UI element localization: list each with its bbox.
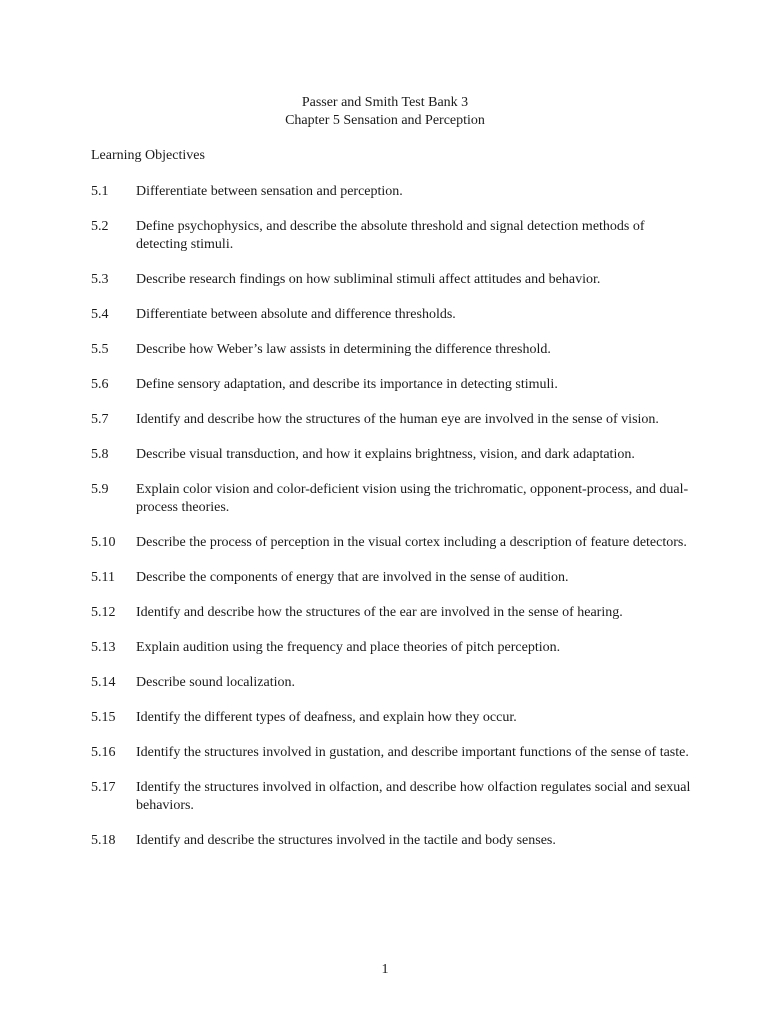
objective-text: Identify the structures involved in gustation, and describe important functions of the sense of taste. bbox=[136, 745, 689, 760]
objective-item bbox=[91, 446, 691, 464]
objective-number: 5.1 bbox=[91, 184, 109, 199]
header-chapter: Chapter 5 Sensation and Perception bbox=[285, 113, 485, 128]
objective-text: Explain audition using the frequency and place theories of pitch perception. bbox=[136, 640, 561, 655]
objective-text: Describe the components of energy that are involved in the sense of audition. bbox=[136, 570, 569, 585]
page-number: 1 bbox=[381, 962, 389, 977]
objective-number: 5.8 bbox=[91, 447, 109, 462]
objective-text: Describe the process of perception in the visual cortex including a description of feature detectors. bbox=[136, 535, 687, 550]
objectives-list bbox=[91, 183, 691, 867]
objective-text: Identify and describe how the structures of the ear are involved in the sense of hearing. bbox=[136, 605, 623, 620]
objective-number: 5.10 bbox=[91, 535, 116, 550]
objective-text: Differentiate between sensation and perception. bbox=[136, 184, 403, 199]
objective-item bbox=[91, 306, 691, 324]
objective-item bbox=[91, 481, 691, 517]
objective-text: Identify the structures involved in olfaction, and describe how olfaction regulates social and sexual behaviors. bbox=[136, 780, 691, 813]
objective-number: 5.9 bbox=[91, 482, 109, 497]
objective-number: 5.14 bbox=[91, 675, 116, 690]
objective-item bbox=[91, 832, 691, 850]
objective-text: Identify and describe how the structures of the human eye are involved in the sense of vision. bbox=[136, 412, 659, 427]
objective-number: 5.15 bbox=[91, 710, 116, 725]
objective-item bbox=[91, 341, 691, 359]
objective-number: 5.5 bbox=[91, 342, 109, 357]
objective-number: 5.18 bbox=[91, 833, 116, 848]
objective-item bbox=[91, 779, 691, 815]
objective-number: 5.11 bbox=[91, 570, 115, 585]
objective-number: 5.13 bbox=[91, 640, 116, 655]
objective-item bbox=[91, 376, 691, 394]
objective-item bbox=[91, 639, 691, 657]
header-title: Passer and Smith Test Bank 3 bbox=[301, 95, 469, 110]
objective-item bbox=[91, 534, 691, 552]
objective-item bbox=[91, 271, 691, 289]
objective-item bbox=[91, 674, 691, 692]
objective-text: Define sensory adaptation, and describe its importance in detecting stimuli. bbox=[136, 377, 558, 392]
objective-number: 5.4 bbox=[91, 307, 109, 322]
objective-item bbox=[91, 411, 691, 429]
objective-number: 5.3 bbox=[91, 272, 109, 287]
objective-text: Describe sound localization. bbox=[136, 675, 296, 690]
objective-text: Identify and describe the structures involved in the tactile and body senses. bbox=[136, 833, 556, 848]
objective-number: 5.17 bbox=[91, 780, 116, 795]
objective-text: Differentiate between absolute and difference thresholds. bbox=[136, 307, 456, 322]
objective-item bbox=[91, 183, 691, 201]
objective-item bbox=[91, 744, 691, 762]
objective-item bbox=[91, 569, 691, 587]
objective-number: 5.6 bbox=[91, 377, 109, 392]
objective-text: Describe visual transduction, and how it explains brightness, vision, and dark adaptation. bbox=[136, 447, 635, 462]
objective-number: 5.16 bbox=[91, 745, 116, 760]
objective-text: Describe research findings on how subliminal stimuli affect attitudes and behavior. bbox=[136, 272, 601, 287]
document-header bbox=[0, 94, 770, 130]
objective-item bbox=[91, 709, 691, 727]
objective-number: 5.12 bbox=[91, 605, 116, 620]
section-heading: Learning Objectives bbox=[91, 148, 205, 163]
objective-number: 5.2 bbox=[91, 219, 109, 234]
objective-number: 5.7 bbox=[91, 412, 109, 427]
objective-text: Describe how Weber’s law assists in determining the difference threshold. bbox=[136, 342, 551, 357]
objective-item bbox=[91, 218, 691, 254]
objective-item bbox=[91, 604, 691, 622]
objective-text: Explain color vision and color-deficient vision using the trichromatic, opponent-process, and dual-process theories. bbox=[136, 482, 689, 515]
objective-text: Define psychophysics, and describe the absolute threshold and signal detection methods of detecting stimuli. bbox=[136, 219, 645, 252]
objective-text: Identify the different types of deafness, and explain how they occur. bbox=[136, 710, 517, 725]
